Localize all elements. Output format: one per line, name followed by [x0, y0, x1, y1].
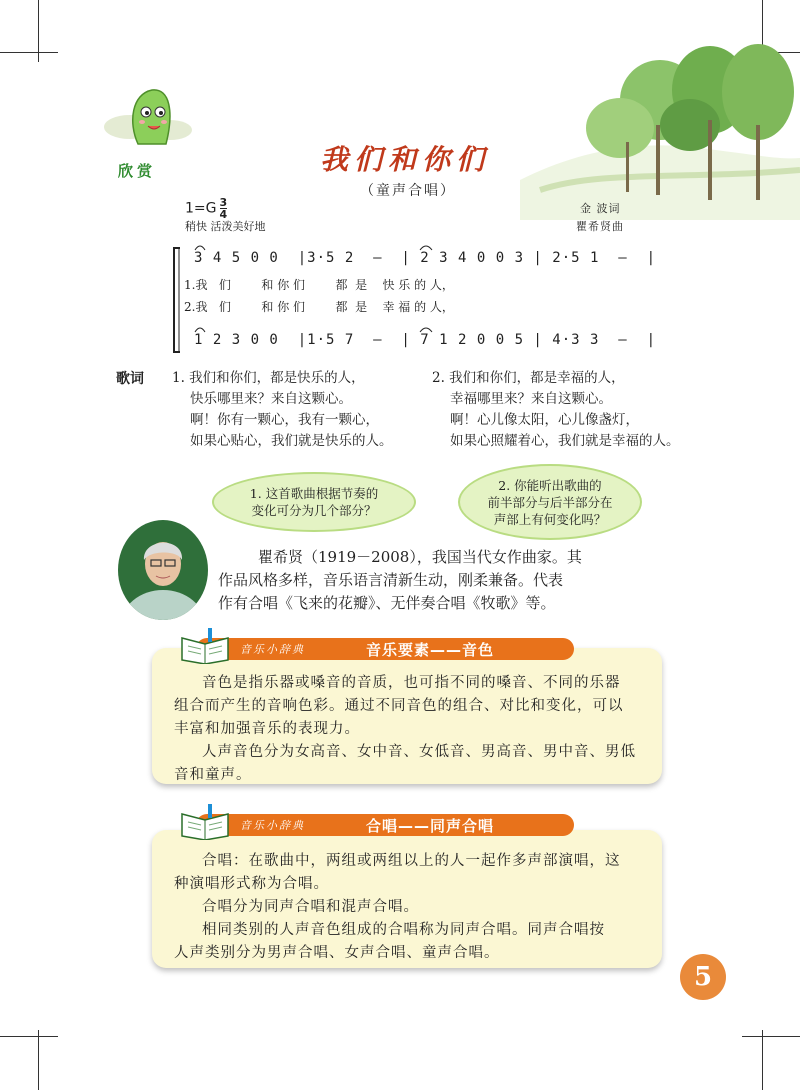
- dict-title: 合唱——同声合唱: [366, 817, 495, 835]
- composer-portrait: [118, 520, 208, 620]
- composer-bio: [218, 546, 588, 615]
- lyric-line: 1. 我们和你们，都是快乐的人，: [172, 370, 365, 386]
- lyricist: 金 波词: [580, 202, 621, 215]
- lyrics-stanza-1: [172, 368, 393, 452]
- lyric-line: 快乐哪里来？来自这颗心。: [190, 391, 352, 407]
- crop-mark: [762, 1030, 763, 1090]
- music-dictionary-box-timbre: [152, 648, 662, 784]
- song-title: 我们和你们: [320, 143, 491, 176]
- tempo-marking: 稍快 活泼美好地: [185, 220, 266, 233]
- question-bubble-1: [212, 472, 416, 532]
- question-line: 1. 这首歌曲根据节奏的: [249, 486, 379, 501]
- dict-tag: 音乐小辞典: [240, 643, 305, 656]
- dict-line: 音色是指乐器或嗓音的音质，也可指不同的嗓音、不同的乐器: [202, 675, 621, 691]
- question-line: 变化可分为几个部分？: [251, 503, 377, 518]
- open-book-icon: [178, 628, 232, 664]
- trees-illustration: [520, 30, 800, 220]
- lyric-line: 如果心贴心，我们就是快乐的人。: [190, 433, 393, 449]
- bio-line: 作有合唱《飞来的花瓣》、无伴奏合唱《牧歌》等。: [218, 594, 556, 612]
- score-lyric-line-2: 2.我 们 和 你 们 都 是 幸 福 的 人，: [184, 300, 454, 314]
- lyric-line: 2. 我们和你们，都是幸福的人，: [432, 370, 625, 386]
- dict-line: 人声音色分为女高音、女中音、女低音、男高音、男中音、男低: [202, 744, 636, 760]
- time-sig-bottom: 4: [219, 208, 228, 221]
- dict-banner-2: [196, 814, 574, 836]
- lyrics-stanza-2: [432, 368, 680, 452]
- dict-tag: 音乐小辞典: [240, 819, 305, 832]
- dict-line: 合唱：在歌曲中，两组或两组以上的人一起作多声部演唱，这: [202, 853, 621, 869]
- dict-line: 组合而产生的音响色彩。通过不同音色的组合、对比和变化，可以: [174, 698, 624, 714]
- crop-mark: [742, 1036, 800, 1037]
- dict-line: 音和童声。: [174, 767, 252, 783]
- dict-banner-1: [196, 638, 574, 660]
- dict-title: 音乐要素——音色: [366, 641, 495, 659]
- dict-paragraph: [174, 850, 621, 965]
- question-line: 前半部分与后半部分在: [487, 494, 613, 510]
- lyric-line: 如果心照耀着心，我们就是幸福的人。: [450, 433, 680, 449]
- bio-line: 瞿希贤（1919－2008），我国当代女作曲家。其: [258, 548, 582, 566]
- crop-mark: [38, 1030, 39, 1090]
- section-tag: 欣赏: [118, 162, 157, 180]
- lyric-line: 啊！心儿像太阳，心儿像盏灯，: [450, 412, 639, 428]
- song-subtitle: （童声合唱）: [360, 183, 456, 199]
- time-signature: [220, 197, 228, 220]
- lower-voice-notes: 1 2 3 0 0 |1·5 7 – | 7 1 2 0 0 5 | 4·3 3 – |: [194, 332, 657, 348]
- time-sig-top: 3: [219, 196, 228, 209]
- crop-mark: [0, 1036, 58, 1037]
- dict-line: 丰富和加强音乐的表现力。: [174, 721, 360, 737]
- score-lyric-line-1: 1.我 们 和 你 们 都 是 快 乐 的 人，: [184, 278, 454, 292]
- dict-line: 相同类别的人声音色组成的合唱称为同声合唱。同声合唱按: [202, 922, 605, 938]
- lyric-line: 幸福哪里来？来自这颗心。: [450, 391, 612, 407]
- crop-mark: [0, 52, 58, 53]
- music-score: [170, 240, 657, 360]
- question-line: 声部上有何变化吗？: [493, 511, 607, 527]
- lyric-line: 啊！你有一颗心，我有一颗心，: [190, 412, 379, 428]
- key-signature: [185, 197, 227, 220]
- composer: 瞿希贤曲: [576, 220, 624, 233]
- page-number: 5: [680, 954, 726, 1000]
- lyrics-label: 歌词: [116, 371, 144, 387]
- question-bubble-2: [458, 464, 642, 540]
- dict-paragraph: [174, 672, 636, 787]
- mascot-illustration: [100, 82, 195, 152]
- key-label: 1=G: [185, 200, 217, 217]
- dict-line: 合唱分为同声合唱和混声合唱。: [202, 899, 419, 915]
- upper-voice-notes: 3 4 5 0 0 |3·5 2 – | 2 3 4 0 0 3 | 2·5 1 – |: [194, 250, 657, 266]
- music-dictionary-box-chorus: [152, 830, 662, 968]
- dict-line: 人声类别分为男声合唱、女声合唱、童声合唱。: [174, 945, 500, 961]
- dict-line: 种演唱形式称为合唱。: [174, 876, 329, 892]
- question-line: 2. 你能听出歌曲的: [498, 477, 602, 493]
- bio-line: 作品风格多样，音乐语言清新生动，刚柔兼备。代表: [218, 571, 564, 589]
- open-book-icon: [178, 804, 232, 840]
